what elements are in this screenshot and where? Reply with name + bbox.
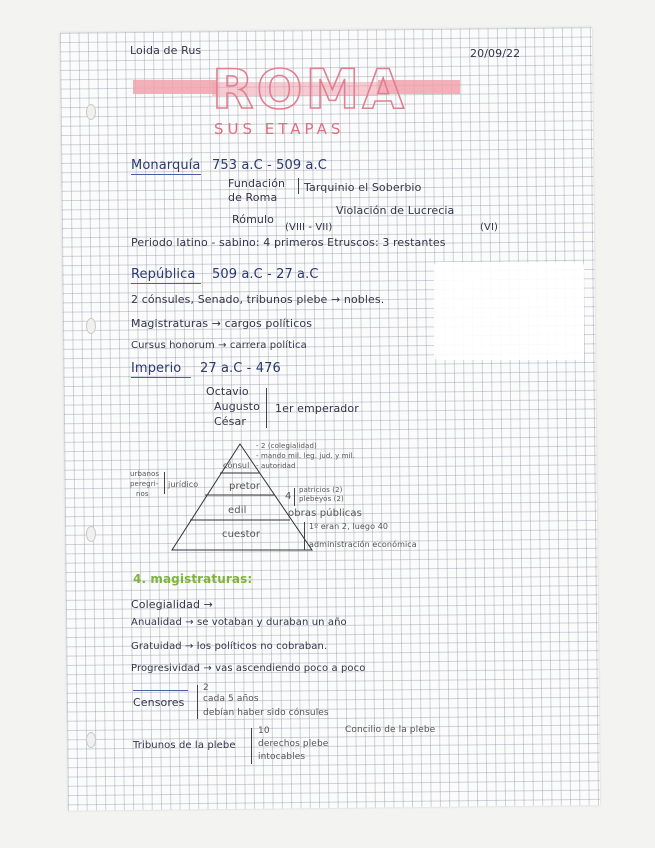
octavio-text: Octavio	[206, 385, 249, 398]
magistraturas-heading: 4. magistraturas:	[133, 572, 253, 586]
monarquia-heading: Monarquía	[131, 158, 201, 173]
romulo-text: Rómulo	[232, 213, 274, 226]
anualidad-text: Anualidad → se votaban y duraban un año	[131, 617, 347, 628]
censores-count: 2	[203, 683, 209, 693]
progresividad-text: Progresividad → vas ascendiendo poco a poco	[131, 663, 366, 674]
gratuidad-text: Gratuidad → los políticos no cobraban.	[131, 641, 328, 652]
de-roma-text: de Roma	[228, 191, 278, 204]
concilio-text: Concilio de la plebe	[345, 725, 436, 735]
republica-line-2: Magistraturas → cargos políticos	[131, 317, 313, 330]
bracket	[197, 685, 198, 719]
pyramid-level-consul: cónsul	[223, 461, 250, 470]
periodo-text: Periodo latino - sabino: 4 primeros Etruscos: 3 restantes	[131, 236, 446, 249]
roman-numerals-1: (VIII - VII)	[285, 222, 333, 233]
edil-note-1: patricios (2)	[299, 486, 343, 494]
consul-note-1: - 2 (colegialidad)	[256, 442, 317, 450]
republica-heading: República	[131, 267, 196, 282]
bracket	[251, 728, 252, 764]
consul-note-3: - autoridad	[256, 462, 296, 470]
author-name: Loida de Rus	[130, 44, 202, 57]
tribunos-label: Tribunos de la plebe	[133, 740, 236, 751]
edil-count: 4	[285, 491, 292, 502]
violacion-text: Violación de Lucrecia	[336, 204, 455, 217]
bracket	[298, 178, 299, 194]
monarquia-dates: 753 a.C - 509 a.C	[212, 158, 327, 173]
pretor-left-b: peregri-	[130, 480, 159, 488]
pretor-left-c: nos	[136, 490, 149, 498]
fundacion-text: Fundación	[228, 177, 286, 190]
notebook-page	[60, 27, 600, 811]
tribunos-intocables: intocables	[258, 752, 306, 762]
tribunos-derechos: derechos plebe	[258, 739, 329, 749]
colegialidad-text: Colegialidad →	[131, 598, 213, 611]
republica-line-3: Cursus honorum → carrera política	[131, 340, 307, 351]
imperio-dates: 27 a.C - 476	[200, 361, 281, 376]
augusto-text: Augusto	[214, 400, 260, 413]
emperador-text: 1er emperador	[275, 402, 359, 415]
cuestor-note: 1º eran 2, luego 40	[309, 522, 389, 531]
binder-hole	[86, 318, 96, 334]
roman-numerals-2: (VI)	[480, 222, 498, 233]
imperio-heading: Imperio	[131, 361, 182, 376]
bracket	[164, 472, 165, 494]
administracion-text: administración económica	[309, 540, 417, 549]
heading-underline	[131, 377, 191, 378]
obras-text: obras públicas	[288, 508, 362, 519]
bracket	[294, 488, 295, 506]
censores-label: Censores	[133, 696, 185, 709]
heading-underline	[131, 283, 201, 284]
heading-underline	[131, 174, 201, 175]
binder-hole	[86, 526, 96, 542]
consul-note-2: - mando mil. leg. jud. y mil.	[256, 452, 356, 460]
censores-debian: debían haber sido cónsules	[203, 708, 329, 718]
bracket	[266, 388, 267, 428]
binder-hole	[86, 104, 96, 120]
cesar-text: César	[214, 415, 246, 428]
republica-line-1: 2 cónsules, Senado, tribunos plebe → nobles.	[131, 293, 385, 306]
pyramid-level-cuestor: cuestor	[222, 529, 261, 540]
edil-note-2: plebeyos (2)	[299, 495, 344, 503]
juridico-text: jurídico	[168, 480, 199, 489]
date: 20/09/22	[470, 47, 521, 60]
title-highlight-left	[133, 80, 217, 94]
page-subtitle: SUS ETAPAS	[214, 120, 345, 138]
censores-cada: cada 5 años	[203, 694, 259, 704]
tribunos-count: 10	[258, 726, 270, 736]
censores-overline	[133, 690, 188, 691]
tarquinio-text: Tarquinio el Soberbio	[304, 181, 422, 194]
republica-dates: 509 a.C - 27 a.C	[212, 267, 319, 282]
pyramid-level-pretor: pretor	[229, 481, 261, 492]
binder-hole	[86, 732, 96, 748]
pyramid-level-edil: edil	[228, 505, 247, 516]
correction-fluid-patch	[434, 262, 584, 360]
page-title: ROMA	[212, 58, 408, 121]
pretor-left-a: urbanos	[130, 470, 160, 478]
bracket	[304, 522, 305, 550]
